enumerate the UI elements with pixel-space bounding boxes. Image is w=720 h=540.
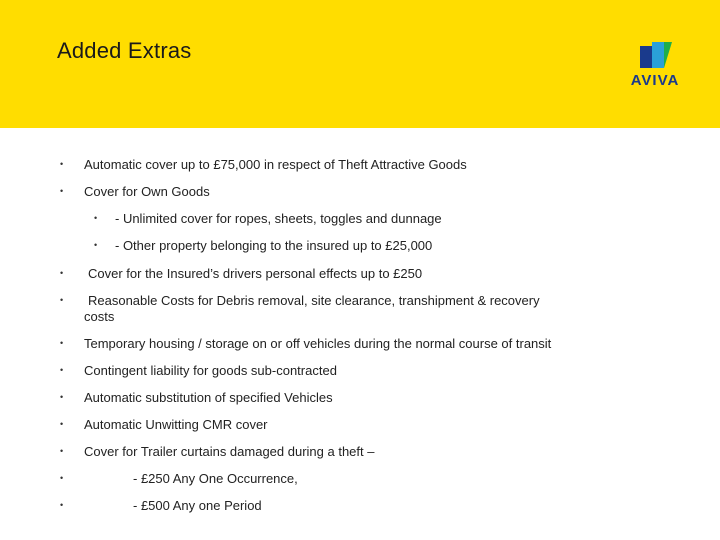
list-item: Cover for Trailer curtains damaged during a theft – [84,444,375,459]
bullet-marker: • [60,473,64,483]
list-item: Contingent liability for goods sub-contracted [84,363,337,378]
list-item: - £500 Any one Period [133,498,262,513]
bullet-marker: • [60,419,64,429]
bullet-marker: • [60,446,64,456]
list-item: Cover for Own Goods [84,184,210,199]
header-band [0,0,720,128]
bullet-marker: • [60,365,64,375]
aviva-logo [620,40,690,90]
list-item: Automatic substitution of specified Vehicles [84,390,333,405]
list-item: Cover for the Insured’s drivers personal effects up to £250 [88,266,423,281]
aviva-logo-icon [620,40,690,72]
logo-text: AVIVA [630,72,680,89]
list-item: Automatic cover up to £75,000 in respect of Theft Attractive Goods [84,157,467,172]
page-title: Added Extras [57,38,192,63]
sub-bullet-marker: • [94,213,98,223]
bullet-marker: • [60,186,64,196]
bullet-marker: • [60,338,64,348]
list-item-continuation: costs [84,309,115,324]
sub-list-item: - Other property belonging to the insured up to £25,000 [115,238,433,253]
sub-list-item: - Unlimited cover for ropes, sheets, toggles and dunnage [115,211,442,226]
list-item: Automatic Unwitting CMR cover [84,417,268,432]
bullet-marker: • [60,268,64,278]
bullet-marker: • [60,295,64,305]
bullet-marker: • [60,500,64,510]
bullet-marker: • [60,392,64,402]
list-item: - £250 Any One Occurrence, [133,471,298,486]
bullet-marker: • [60,159,64,169]
list-item: Reasonable Costs for Debris removal, site clearance, transhipment & recovery [88,293,540,308]
sub-bullet-marker: • [94,240,98,250]
list-item: Temporary housing / storage on or off vehicles during the normal course of transit [84,336,552,351]
